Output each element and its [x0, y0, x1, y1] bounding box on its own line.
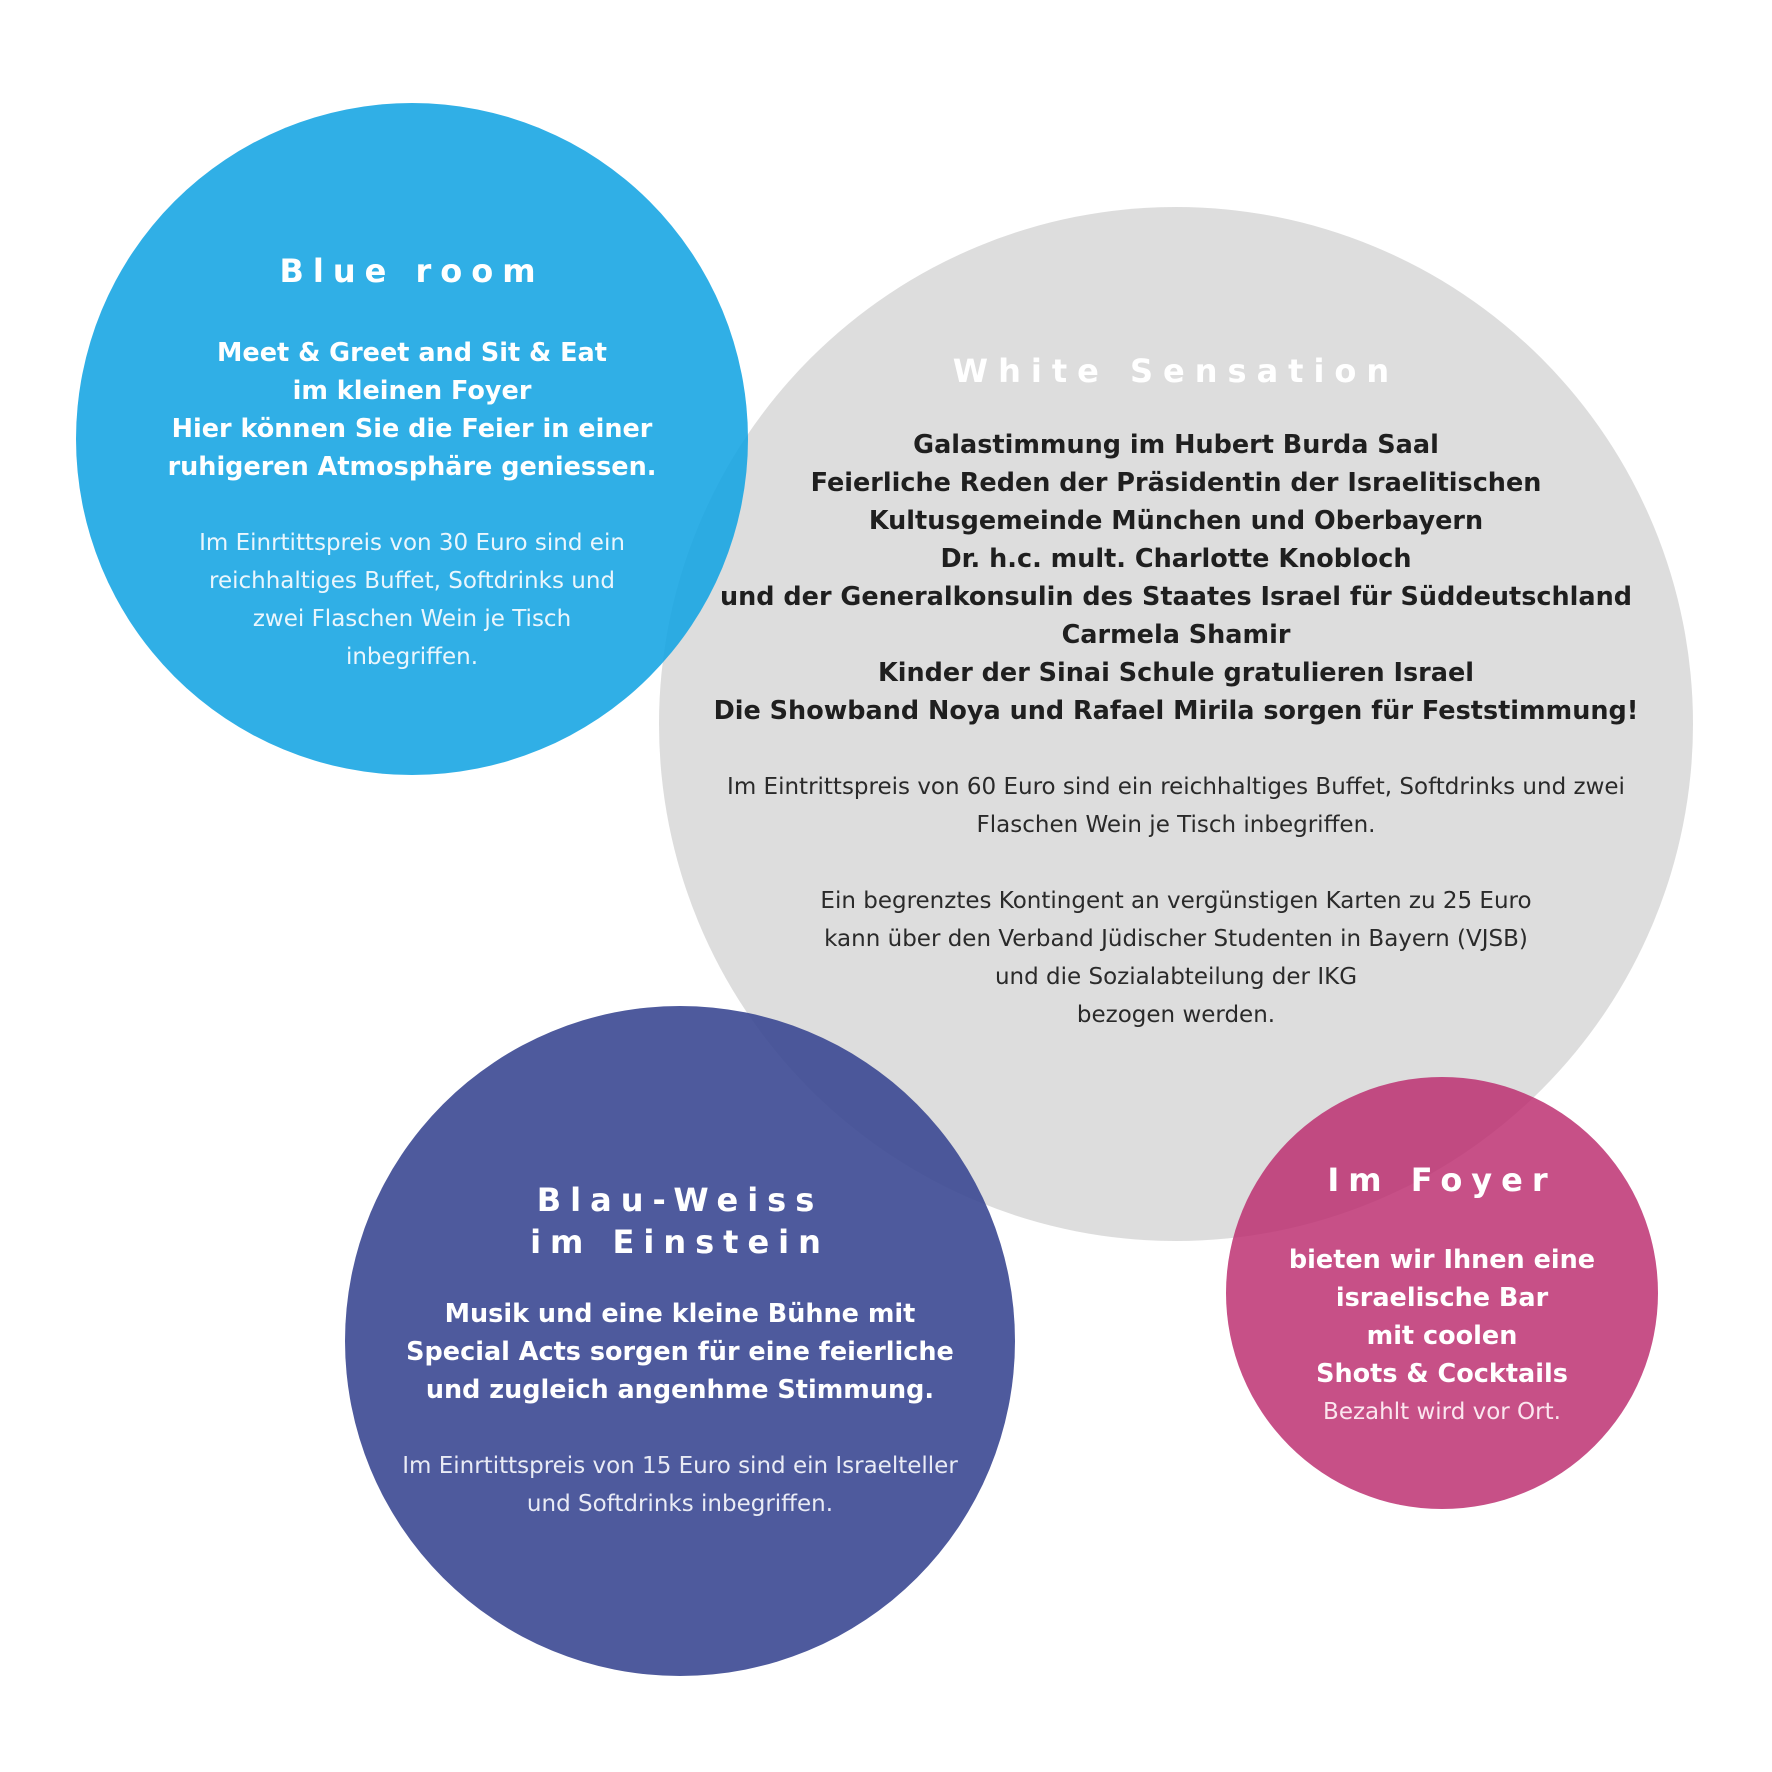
white-sensation-price [676, 768, 1676, 844]
blau-weiss-lead-line: und zugleich angenhme Stimmung. [425, 1375, 935, 1405]
white-sensation-contingent-line: und die Sozialabteilung der IKG [994, 964, 1358, 990]
blue-room-price-line: reichhaltiges Buffet, Softdrinks und [209, 568, 615, 594]
blau-weiss-lead [380, 1295, 980, 1409]
im-foyer-lead-line: mit coolen [1366, 1321, 1518, 1351]
white-sensation-lead-line: Dr. h.c. mult. Charlotte Knobloch [940, 544, 1412, 574]
blue-room-lead-line: ruhigeren Atmosphäre geniessen. [167, 452, 657, 482]
blau-weiss-title-line: Blau-Weiss [536, 1181, 824, 1219]
blau-weiss-title-line: im Einstein [530, 1223, 830, 1261]
white-sensation-contingent [676, 882, 1676, 1034]
blau-weiss-lead-line: Special Acts sorgen für eine feierliche [406, 1337, 954, 1367]
white-sensation-price-line: Im Eintrittspreis von 60 Euro sind ein reichhaltiges Buffet, Softdrinks und zwei [727, 774, 1625, 800]
blau-weiss-lead-line: Musik und eine kleine Bühne mit [444, 1299, 916, 1329]
white-sensation-lead-line: Carmela Shamir [1061, 620, 1291, 650]
white-sensation-lead-line: Feierliche Reden der Präsidentin der Israelitischen [810, 468, 1542, 498]
white-sensation-lead-line: und der Generalkonsulin des Staates Israel für Süddeutschland [719, 582, 1633, 612]
blue-room-title: Blue room [279, 252, 545, 290]
blue-room-section [112, 250, 712, 676]
blau-weiss-title [380, 1179, 980, 1263]
blue-room-lead-line: Meet & Greet and Sit & Eat [217, 338, 607, 368]
white-sensation-lead-line: Galastimmung im Hubert Burda Saal [913, 430, 1439, 460]
white-sensation-price-line: Flaschen Wein je Tisch inbegriffen. [976, 812, 1376, 838]
white-sensation-contingent-line: kann über den Verband Jüdischer Studenten in Bayern (VJSB) [824, 926, 1528, 952]
white-sensation-lead-line: Die Showband Noya und Rafael Mirila sorgen für Feststimmung! [713, 696, 1639, 726]
im-foyer-lead-line: bieten wir Ihnen eine [1288, 1245, 1596, 1275]
blue-room-price-line: zwei Flaschen Wein je Tisch [252, 606, 572, 632]
im-foyer-lead-line: Shots & Cocktails [1316, 1359, 1568, 1389]
im-foyer-note [1240, 1393, 1644, 1431]
white-sensation-title: White Sensation [952, 352, 1400, 390]
white-sensation-contingent-line: bezogen werden. [1076, 1002, 1276, 1028]
white-sensation-lead-line: Kinder der Sinai Schule gratulieren Israel [878, 658, 1474, 688]
white-sensation-lead [676, 426, 1676, 730]
blue-room-price [112, 524, 712, 676]
blau-weiss-price-line: Im Einrtittspreis von 15 Euro sind ein Israelteller [402, 1453, 958, 1479]
blue-room-lead-line: im kleinen Foyer [292, 376, 532, 406]
im-foyer-section [1240, 1159, 1644, 1431]
white-sensation-contingent-line: Ein begrenztes Kontingent an vergünstigen Karten zu 25 Euro [820, 888, 1532, 914]
blue-room-price-line: inbegriffen. [345, 644, 479, 670]
im-foyer-title: Im Foyer [1327, 1161, 1557, 1199]
blau-weiss-price-line: und Softdrinks inbegriffen. [526, 1491, 834, 1517]
im-foyer-note-line: Bezahlt wird vor Ort. [1323, 1399, 1561, 1425]
blue-room-lead [112, 334, 712, 486]
blue-room-lead-line: Hier können Sie die Feier in einer [171, 414, 653, 444]
white-sensation-lead-line: Kultusgemeinde München und Oberbayern [868, 506, 1484, 536]
blau-weiss-price [380, 1447, 980, 1523]
im-foyer-lead [1240, 1241, 1644, 1393]
white-sensation-section [676, 350, 1676, 1034]
blau-weiss-section [380, 1179, 980, 1523]
im-foyer-lead-line: israelische Bar [1335, 1283, 1549, 1313]
blue-room-price-line: Im Einrtittspreis von 30 Euro sind ein [199, 530, 625, 556]
